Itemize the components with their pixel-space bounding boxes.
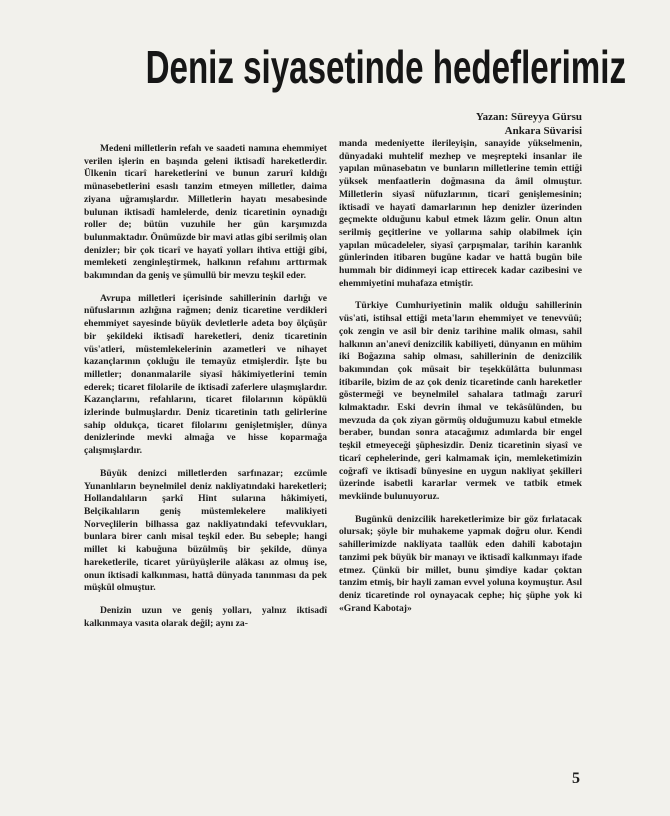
paragraph: Büyük denizci milletlerden sarfınazar; ezcümle Yunanlıların beynelmilel deniz nakliyatındaki hareketleri; Hollandalıların şarkî Hint sularına hâkimiyeti, Belçikalıların geniş müstemlekelere malikiyeti Norveçlilerin bilhassa gaz nakliyatındaki tefevvukları, bunlara birer canlı misal teşkil eder. Bu sebeple; hangi millet ki kabuğuna büzülmüş bir şekilde, dünya hareketlerile, ticaret yürüyüşlerile alâkası az olmuş ise, onun iktisadî kalkınması, hattâ dünyada tanınması da pek müşkül olmuştur.	[84, 467, 327, 594]
paragraph: Türkiye Cumhuriyetinin malik olduğu sahillerinin vüs'ati, istihsal ettiği meta'ların ehemmiyet ve tenevvüü; çok zengin ve asil bir deniz tarihine malik olması, sahil halkının an'anevî denizcilik kabiliyeti, dünyanın en mühim iki Boğazına sahip olması, sahillerinin de denizcilik bakımından çok müsait bir teşekkülâtta bulunması itibarile, bizim de az çok deniz ticaretinde canlı hareketler göstermeği ve beynelmilel sahalara tatlmağı zarurî kılmaktadır. Eski devrin ihmal ve tekâsülünden, bu mevzuda da çok ziyan görmüş olduğumuzu kabul etmekle beraber, bundan sonra atacağımız adımlarda bir engel teşkil etmeyeceği şüphesizdir. Deniz ticaretinin siyasî ve ticarî cephelerinde, geri kalmamak için, memleketimizin coğrafî ve iktisadî bünyesine en uygun nakliyat şekilleri üzerinde isabetli kararlar vermek ve tatbik etmek mevkiinde bulunuyoruz.	[339, 300, 582, 502]
paragraph: Denizin uzun ve geniş yolları, yalnız iktisadî kalkınmaya vasıta olarak değil; aynı za-	[84, 604, 327, 629]
affiliation-line: Ankara Süvarisi	[504, 125, 582, 137]
left-column	[84, 143, 327, 640]
page-number: 5	[572, 770, 580, 787]
author-line: Yazan: Süreyya Gürsu	[475, 111, 582, 123]
paragraph: Medeni milletlerin refah ve saadeti namına ehemmiyet verilen işlerin en başında geleni iktisadî hareketlerdir. Ülkenin ticarî hareketlerini ve bunun zarurî kıldığı münasebetlerini esaslı tanzim etmeyen milletler, daima ziyana uğramışlardır. Milletlerin hayatı mesabesinde bulunan iktisadî hamlelerde, deniz ticaretinin oynadığı roller de; bütün vuzuhile her gün karşımızda bulunmaktadır. Önümüzde bir mavi atlas gibi serilmiş olan denizler; bir çok ticarî ve hayatî yolları ihtiva ettiği gibi, memleketi zenginleştirmek, halkının refahını arttırmak bakımından da geniş ve şümullü bir mevzu teşkil eder.	[84, 143, 327, 282]
paragraph: Bugünkü denizcilik hareketlerimize bir göz fırlatacak olursak; şöyle bir muhakeme yapmak doğru olur. Kendi sahillerimizde nakliyata taallûk eden dahilî kabotajın tanzimi pek büyük bir manayı ve iktisadî kalkınmayı ifade etmez. Çünkü bir millet, bunu şimdiye kadar çoktan tanzim etmiş, bir hayli zaman evvel yoluna koymuştur. Asıl deniz ticaretinde rol oynayacak cephe; hiç şüphe yok ki «Grand Kabotaj»	[339, 513, 582, 614]
paragraph: Avrupa milletleri içerisinde sahillerinin darlığı ve nüfuslarının azlığına rağmen; deniz ticaretine verdikleri ehemmiyet sayesinde büyük devletlerle adeta boy ölçüşür bir şekildeki iktisadî hareketleri, deniz ticaretinin vüs'atleri, müstemlekelerinin azametleri ve nihayet kazançlarının çokluğu ile temayüz etmişlerdir. İşte bu milletler; donanmalarile siyasî hâkimiyetlerini temin ederek; ticaret filolarile de iktisadî zaferlere ulaşmışlardır. Kazançlarını, refahlarını, ticaret filolarının köpüklü izlerinde bulmuşlardır. Deniz ticaretinin tatlı gelirlerine sahip oldukça, ticaret filolarını genişletmişler, dünya denizlerinde mevki almağa ve hisse koparmağa çalışmışlardır.	[84, 292, 327, 457]
right-column	[339, 138, 582, 625]
article-title: Deniz siyasetinde hedeflerimiz	[145, 41, 627, 93]
paragraph: manda medeniyette ilerileyişin, sanayide yükselmenin, dünyadaki muhtelif mezhep ve meşrepteki insanlar ile yapılan münasebatın ve bunların milletlerine temin ettiği yüksek menfaatlerin doğmasına da âmil olmuştur. Milletlerin siyasî nüfuzlarının, ticarî genişlemesinin; iktisadî ve hayatî damarlarının hep denizler üzerinden geçmekte olduğunu kabul etmek lâzım gelir. Onun altın serilmiş geçitlerine ve yollarına sahip olabilmek için yapılan mücadeleler, siyasî çarpışmalar, tarihin karanlık günlerinden itibaren bugüne kadar ve hattâ bugün bile hummalı bir didinmeyi icap ettirecek kadar cazibesini ve ehemmiyetini muhafaza etmiştir.	[339, 138, 582, 289]
byline	[476, 110, 582, 138]
